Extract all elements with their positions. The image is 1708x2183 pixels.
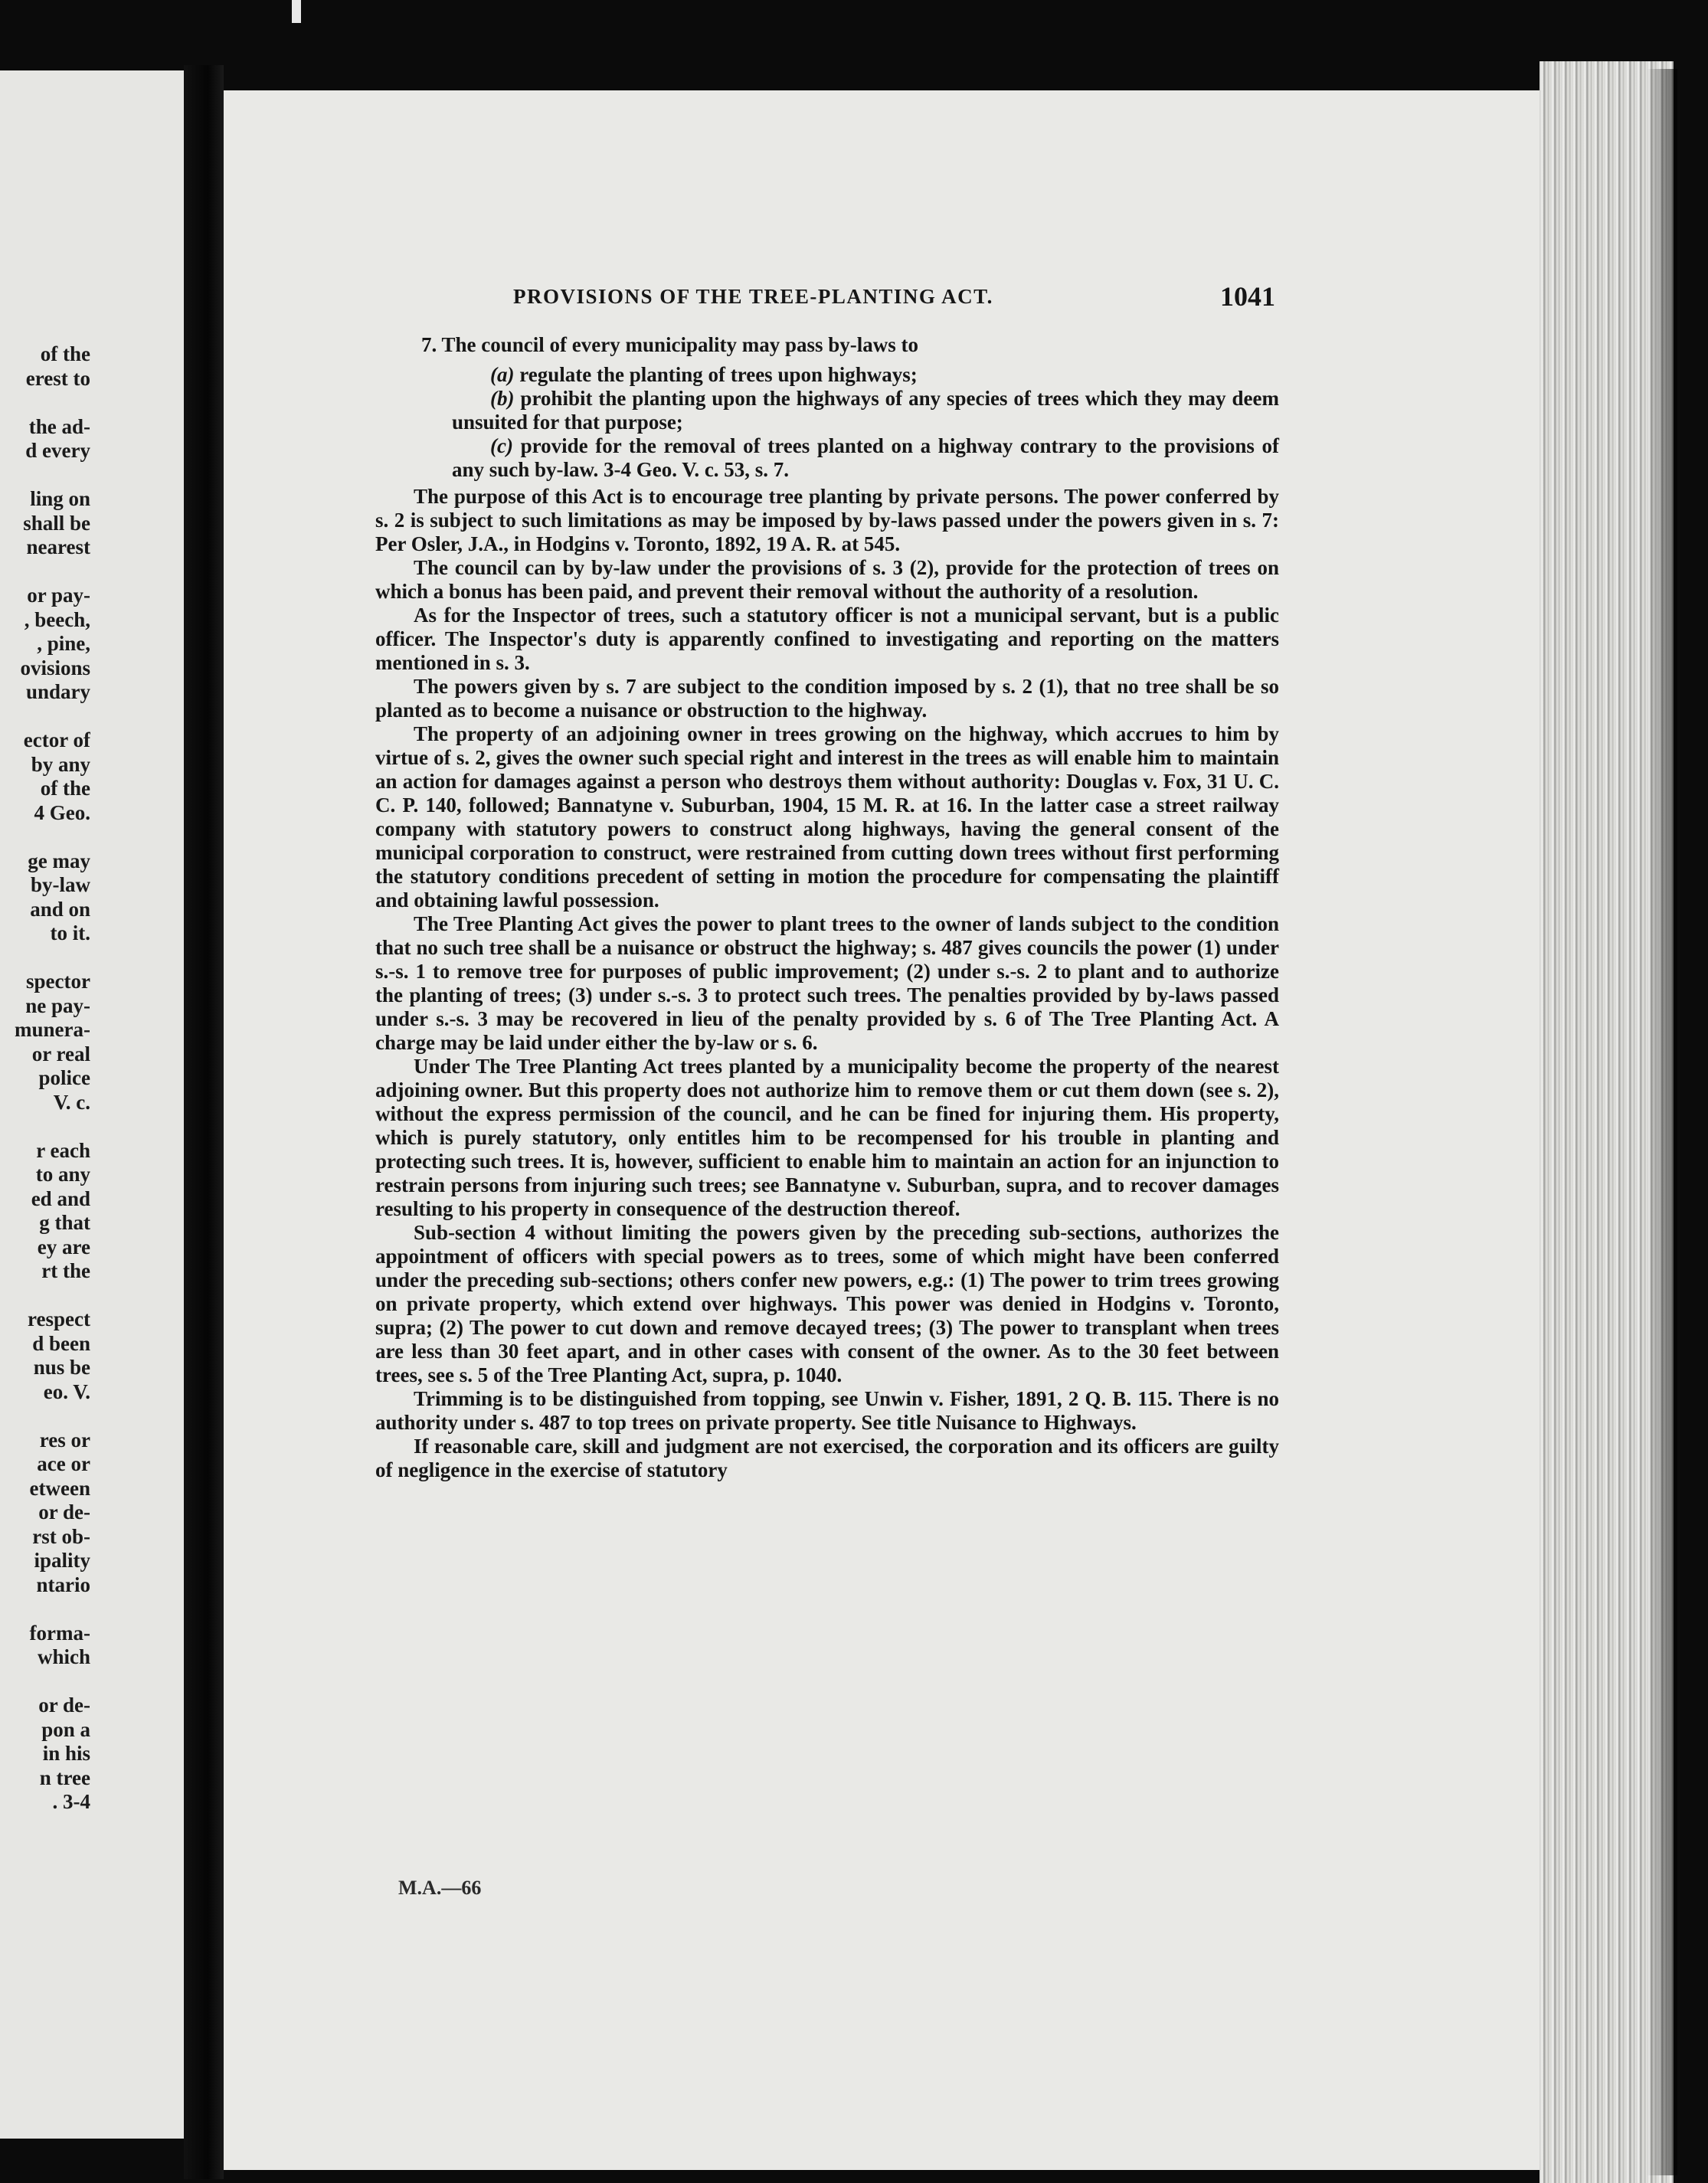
- page-header: [444, 282, 1294, 313]
- clause-label: (a): [490, 363, 515, 386]
- facing-page-line: by any: [31, 752, 90, 776]
- facing-page-line: of the: [40, 342, 90, 365]
- facing-page-line: ipality: [34, 1549, 90, 1572]
- facing-page-line: forma-: [29, 1621, 90, 1645]
- facing-page-gap: [0, 1670, 90, 1694]
- facing-page-gap: [0, 946, 90, 970]
- facing-page-gap: [0, 463, 90, 488]
- facing-page-text: [0, 342, 90, 1815]
- paragraph: The Tree Planting Act gives the power to plant trees to the owner of lands subject to the condition that no such tree shall be a nuisance or obstruct the highway; s. 487 gives councils the power (1) under s.-s. 1 to remove tree for purposes of public improvement; (2) under s.-s. 2 to plant and to authorize the planting of trees; (3) under s.-s. 3 to protect such trees. The penalties provided by by-laws passed under s.-s. 3 may be recovered in lieu of the penalty provided by s. 6 of The Tree Planting Act. A charge may be laid under either the by-law or s. 6.: [375, 912, 1279, 1054]
- book-gutter: [184, 65, 224, 2179]
- facing-page-line: res or: [39, 1428, 90, 1452]
- facing-page-line: erest to: [25, 366, 90, 390]
- page-number: 1041: [1220, 281, 1275, 312]
- facing-page-line: d been: [32, 1331, 90, 1355]
- facing-page-line: g that: [39, 1211, 90, 1234]
- facing-page-line: nearest: [26, 535, 90, 558]
- facing-page-line: or real: [31, 1042, 90, 1065]
- facing-page-line: V. c.: [53, 1090, 90, 1114]
- facing-page-line: to any: [35, 1163, 90, 1186]
- facing-page-line: ey are: [37, 1235, 90, 1258]
- facing-page-line: shall be: [23, 511, 90, 535]
- facing-page-line: 4 Geo.: [34, 800, 90, 824]
- paragraph: The purpose of this Act is to encourage tree planting by private persons. The power conferred by s. 2 is subject to such limitations as may be imposed by by-laws passed under the powers given in s. 7: Per Osler, J.A., in Hodgins v. Toronto, 1892, 19 A. R. at 545.: [375, 485, 1279, 555]
- facing-page-line: to it.: [50, 921, 90, 944]
- facing-page-line: and on: [30, 897, 90, 921]
- clause-b: [375, 387, 1279, 434]
- facing-page-line: ne pay-: [25, 993, 90, 1017]
- section-7-intro: 7. The council of every municipality may pass by-laws to: [421, 333, 919, 356]
- facing-page-line: the ad-: [28, 414, 90, 438]
- facing-page-line: ntario: [36, 1573, 90, 1596]
- facing-page-line: rst ob-: [32, 1524, 90, 1548]
- facing-page-line: . 3-4: [52, 1790, 90, 1813]
- facing-page-line: eo. V.: [43, 1380, 90, 1403]
- facing-page-line: ovisions: [20, 656, 90, 679]
- signature-mark: M.A.—66: [398, 1877, 482, 1899]
- paragraph: As for the Inspector of trees, such a statutory officer is not a municipal servant, but is a public officer. The Inspector's duty is apparently confined to investigating and reporting on the matters mentioned in s. 3.: [375, 604, 1279, 674]
- clause-c: [375, 434, 1279, 482]
- facing-page-line: or pay-: [27, 584, 90, 607]
- clause-text: provide for the removal of trees planted on a highway contrary to the provisions of any such by-law. 3-4 Geo. V. c. 53, s. 7.: [452, 434, 1279, 481]
- facing-page-line: or de-: [38, 1501, 90, 1524]
- facing-page-line: respect: [28, 1308, 90, 1330]
- paragraph: Trimming is to be distinguished from topping, see Unwin v. Fisher, 1891, 2 Q. B. 115. There is no authority under s. 487 to top trees on private property. See title Nuisance to Highways.: [375, 1387, 1279, 1434]
- facing-page-line: by-law: [30, 873, 90, 896]
- clause-text: prohibit the planting upon the highways of any species of trees which they may deem unsuited for that purpose;: [452, 387, 1280, 434]
- clause-a: [375, 363, 1279, 387]
- facing-page-line: undary: [25, 680, 90, 703]
- facing-page-gap: [0, 1284, 90, 1308]
- paragraph: The council can by by-law under the provisions of s. 3 (2), provide for the protection of trees on which a bonus has been paid, and prevent their removal without the authority of a resolution.: [375, 556, 1279, 603]
- facing-page: [0, 70, 184, 2139]
- facing-page-gap: [0, 560, 90, 584]
- facing-page-line: in his: [42, 1742, 90, 1765]
- paragraph: The powers given by s. 7 are subject to the condition imposed by s. 2 (1), that no tree shall be so planted as to become a nuisance or obstruction to the highway.: [375, 675, 1279, 722]
- facing-page-line: ge may: [28, 849, 90, 872]
- facing-page-line: , beech,: [24, 607, 90, 631]
- facing-page-gap: [0, 1597, 90, 1622]
- paragraph: The property of an adjoining owner in trees growing on the highway, which accrues to him by virtue of s. 2, gives the owner such special right and interest in the trees as will enable him to maintain an action for damages against a person who destroys them without authority: Douglas v. Fox, 31 U. C. C. P. 140, followed; Bannatyne v. Suburban, 1904, 15 M. R. at 16. In the latter case a street railway company with statutory powers to construct along highways, having the general consent of the municipal corporation to construct, were restrained from cutting down trees without first performing the statutory conditions precedent of setting in motion the procedure for compensating the plaintiff and obtaining lawful possession.: [375, 722, 1279, 911]
- facing-page-line: n tree: [39, 1766, 90, 1789]
- facing-page-line: etween: [29, 1476, 90, 1500]
- scan-speck: [292, 0, 301, 23]
- facing-page-line: ace or: [37, 1452, 90, 1475]
- paragraph: If reasonable care, skill and judgment are not exercised, the corporation and its officers are guilty of negligence in the exercise of statutory: [375, 1435, 1279, 1481]
- clause-label: (b): [490, 387, 515, 410]
- facing-page-line: rt the: [41, 1259, 90, 1282]
- facing-page-line: pon a: [41, 1717, 90, 1741]
- facing-page-gap: [0, 705, 90, 729]
- clause-text: regulate the planting of trees upon highways;: [519, 363, 918, 386]
- facing-page-gap: [0, 1114, 90, 1139]
- page-body: [375, 333, 1279, 1482]
- facing-page-gap: [0, 1404, 90, 1429]
- facing-page-line: of the: [40, 777, 90, 800]
- facing-page-line: spector: [26, 970, 90, 993]
- facing-page-line: , pine,: [37, 632, 90, 655]
- facing-page-line: munera-: [15, 1018, 90, 1041]
- paragraph: Sub-section 4 without limiting the powers given by the preceding sub-sections, authorizes the appointment of officers with special powers as to trees, some of which might have been conferred under the preceding sub-sections; others confer new powers, e.g.: (1) The power to trim trees growing on private property, which extend over highways. This power was denied in Hodgins v. Toronto, supra; (2) The power to cut down and remove decayed trees; (3) The power to transplant when trees are less than 30 feet apart, and in other cases with consent of the owner. As to the 30 feet between trees, see s. 5 of the Tree Planting Act, supra, p. 1040.: [375, 1221, 1279, 1386]
- facing-page-gap: [0, 825, 90, 849]
- paragraph: Under The Tree Planting Act trees planted by a municipality become the property of the nearest adjoining owner. But this property does not authorize him to remove them or cut them down (see s. 2), without the express permission of the council, and he can be fined for injuring them. His property, which is purely statutory, only entitles him to be recompensed for his trouble in planting and protecting such trees. It is, however, sufficient to enable him to maintain an action for an injunction to restrain persons from injuring such trees; see Bannatyne v. Suburban, supra, and to recover damages resulting to his property in consequence of the destruction thereof.: [375, 1055, 1279, 1220]
- facing-page-line: or de-: [38, 1694, 90, 1717]
- facing-page-line: ling on: [30, 487, 90, 510]
- page-edge-shadow: [1647, 69, 1677, 2175]
- facing-page-line: ector of: [23, 728, 90, 751]
- facing-page-gap: [0, 391, 90, 415]
- facing-page-line: d every: [25, 439, 90, 462]
- facing-page-line: police: [38, 1066, 90, 1089]
- facing-page-line: nus be: [33, 1356, 90, 1379]
- facing-page-line: which: [37, 1645, 90, 1668]
- facing-page-line: r each: [36, 1138, 90, 1162]
- clause-label: (c): [490, 434, 513, 457]
- running-head: PROVISIONS OF THE TREE-PLANTING ACT.: [513, 285, 993, 308]
- facing-page-line: ed and: [31, 1186, 90, 1210]
